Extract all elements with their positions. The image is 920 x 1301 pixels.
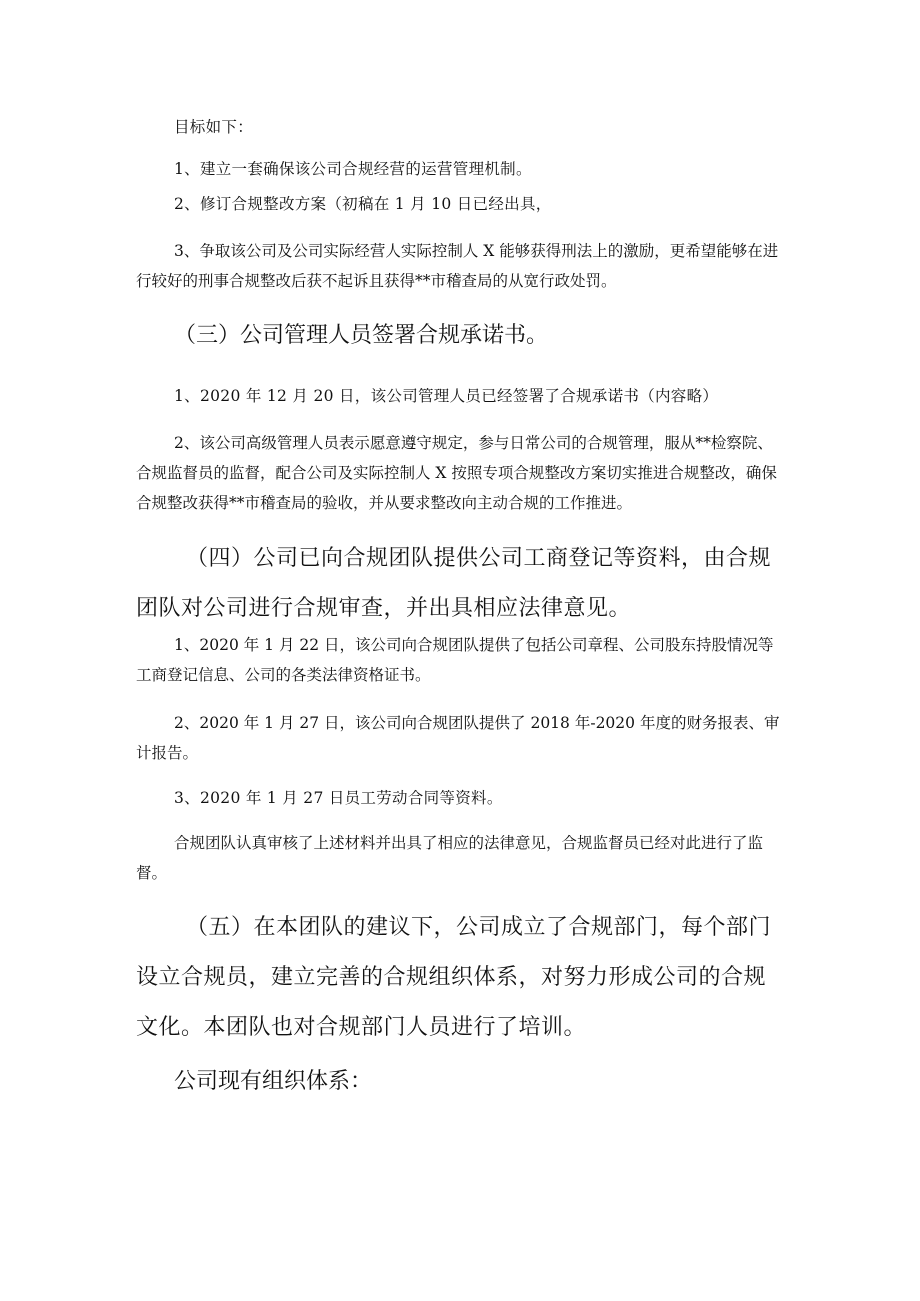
section-4-heading: （四）公司已向合规团队提供公司工商登记等资料，由合规团队对公司进行合规审查，并出具相应法律意见。 bbox=[136, 546, 772, 621]
section-3-heading: （三）公司管理人员签署合规承诺书。 bbox=[174, 323, 549, 348]
section-3-item-2: 2、该公司高级管理人员表示愿意遵守规定，参与日常公司的合规管理，服从**检察院、合规监督员的监督，配合公司及实际控制人 X 按照专项合规整改方案切实推进合规整改，确保合规整改获得**市稽查局的验收，并从要求整改向主动合规的工作推进。 bbox=[136, 434, 777, 512]
goal-item-3: 3、争取该公司及公司实际经营人实际控制人 X 能够获得刑法上的激励，更希望能够在进行较好的刑事合规整改后获不起诉且获得**市稽查局的从宽行政处罚。 bbox=[136, 242, 779, 290]
section-3-item-1: 1、2020 年 12 月 20 日，该公司管理人员已经签署了合规承诺书（内容略） bbox=[174, 387, 719, 405]
goal-item-2: 2、修订合规整改方案（初稿在 1 月 10 日已经出具， bbox=[174, 195, 552, 213]
section-4-item-3: 3、2020 年 1 月 27 日员工劳动合同等资料。 bbox=[174, 789, 503, 807]
goal-intro: 目标如下： bbox=[174, 118, 254, 136]
section-4-item-2: 2、2020 年 1 月 27 日，该公司向合规团队提供了 2018 年-2020 年度的财务报表、审计报告。 bbox=[136, 714, 780, 762]
section-4-item-1: 1、2020 年 1 月 22 日，该公司向合规团队提供了包括公司章程、公司股东持股情况等工商登记信息、公司的各类法律资格证书。 bbox=[136, 636, 774, 684]
goal-item-1: 1、建立一套确保该公司合规经营的运营管理机制。 bbox=[174, 160, 532, 178]
section-4-note: 合规团队认真审核了上述材料并出具了相应的法律意见，合规监督员已经对此进行了监督。 bbox=[136, 834, 764, 882]
section-5-paragraph: （五）在本团队的建议下，公司成立了合规部门，每个部门设立合规员，建立完善的合规组织体系，对努力形成公司的合规文化。本团队也对合规部门人员进行了培训。 bbox=[136, 915, 772, 1040]
org-structure-intro: 公司现有组织体系： bbox=[174, 1069, 373, 1094]
